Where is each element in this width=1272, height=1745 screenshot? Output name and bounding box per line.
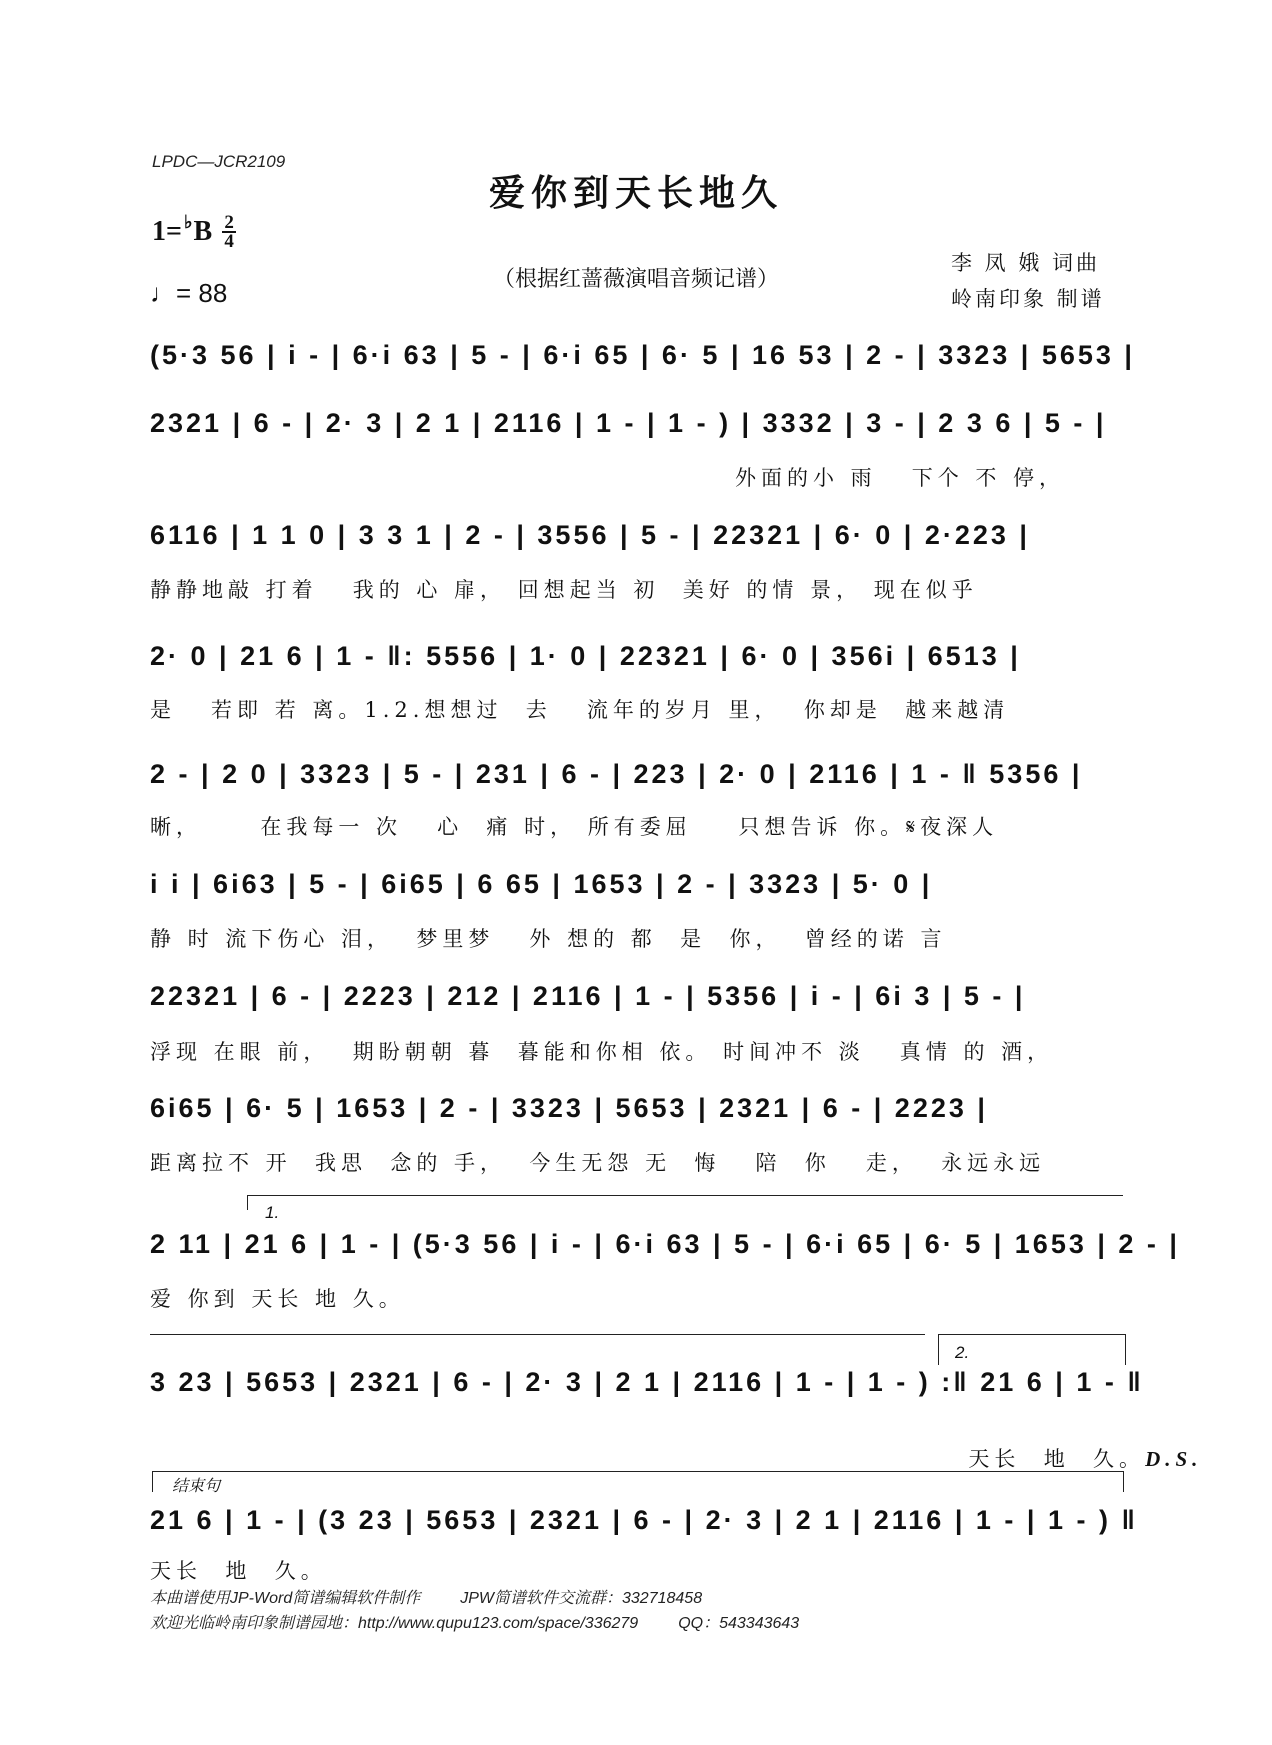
time-sig-bottom: 4	[224, 231, 234, 252]
lyric-row-7: 浮现 在眼 前， 期盼朝朝 暮 暮能和你相 依。 时间冲不 淡 真情 的 酒，	[150, 1040, 1054, 1064]
lyric-row-5: 晰， 在我每一 次 心 痛 时， 所有委屈 只想告诉 你。𝄋夜深人	[150, 815, 999, 839]
volta-1-continuation	[150, 1334, 925, 1349]
score-row-7: 22321 | 6 - | 2223 | 212 | 2116 | 1 - | 5356 | i - | 6i 3 | 5 - |	[150, 981, 1026, 1011]
score-row-5: 2 - | 2 0 | 3323 | 5 - | 231 | 6 - | 223 | 2· 0 | 2116 | 1 - ‖ 5356 |	[150, 759, 1083, 789]
score-code: LPDC—JCR2109	[152, 152, 286, 171]
volta-1-label: 1.	[265, 1203, 280, 1222]
song-title: 爱你到天长地久	[488, 172, 783, 214]
lyricist-composer: 李 凤 娥 词曲	[951, 251, 1101, 275]
lyric-row-8: 距离拉不 开 我思 念的 手， 今生无怨 无 悔 陪 你 走， 永远永远	[150, 1151, 1046, 1175]
qq-info: QQ：543343643	[678, 1615, 800, 1632]
key-note: B	[193, 216, 213, 247]
coda-label: 结束句	[172, 1478, 221, 1495]
key-label: 1=	[152, 216, 182, 247]
footer-line-2	[150, 1610, 799, 1633]
lyric-row-6: 静 时 流下伤心 泪， 梦里梦 外 想的 都 是 你， 曾经的诺 言	[150, 927, 947, 951]
ds-marking: D.S.	[1145, 1447, 1203, 1471]
volta-1-bracket	[247, 1195, 1123, 1210]
key-signature	[152, 212, 236, 252]
lyric-row-4: 是 若即 若 离。1.2.想想过 去 流年的岁月 里， 你却是 越来越清	[150, 698, 1010, 722]
score-row-4: 2· 0 | 21 6 | 1 - ‖: 5556 | 1· 0 | 22321 | 6· 0 | 356i | 6513 |	[150, 641, 1021, 671]
lyric-row-2: 外面的小 雨 下个 不 停，	[735, 466, 1066, 490]
lyric-row-11: 天长 地 久。	[150, 1559, 327, 1583]
score-row-8: 6i65 | 6· 5 | 1653 | 2 - | 3323 | 5653 | 2321 | 6 - | 2223 |	[150, 1093, 988, 1123]
flat-icon: ♭	[183, 212, 193, 232]
coda-bracket	[152, 1471, 1124, 1492]
lyric-row-10-text: 天长 地 久。	[968, 1447, 1146, 1471]
software-credit: 本曲谱使用JP-Word简谱编辑软件制作	[150, 1590, 421, 1607]
score-row-2: 2321 | 6 - | 2· 3 | 2 1 | 2116 | 1 - | 1 - ) | 3332 | 3 - | 2 3 6 | 5 - |	[150, 408, 1107, 438]
arranger: 岭南印象 制谱	[951, 287, 1105, 311]
score-row-11: 21 6 | 1 - | (3 23 | 5653 | 2321 | 6 - | 2· 3 | 2 1 | 2116 | 1 - | 1 - ) ‖	[150, 1505, 1138, 1535]
score-row-1: (5·3 56 | i - | 6·i 63 | 5 - | 6·i 65 | 6· 5 | 16 53 | 2 - | 3323 | 5653 |	[150, 340, 1135, 370]
lyric-row-9: 爱 你到 天长 地 久。	[150, 1287, 405, 1311]
lyric-row-3: 静静地敲 打着 我的 心 扉， 回想起当 初 美好 的情 景， 现在似乎	[150, 578, 978, 602]
website-link[interactable]: 欢迎光临岭南印象制谱园地：http://www.qupu123.com/space/336279	[150, 1615, 639, 1632]
group-info: JPW简谱软件交流群：332718458	[460, 1590, 703, 1607]
tempo-marking: ♩= 88	[150, 278, 228, 308]
time-sig-top: 2	[224, 212, 234, 233]
time-signature	[222, 214, 236, 250]
score-row-3: 6116 | 1 1 0 | 3 3 1 | 2 - | 3556 | 5 - | 22321 | 6· 0 | 2·223 |	[150, 520, 1030, 550]
score-row-6: i i | 6i63 | 5 - | 6i65 | 6 65 | 1653 | 2 - | 3323 | 5· 0 |	[150, 869, 933, 899]
score-row-9: 2 11 | 21 6 | 1 - | (5·3 56 | i - | 6·i 63 | 5 - | 6·i 65 | 6· 5 | 1653 | 2 - |	[150, 1229, 1180, 1259]
subtitle: （根据红蔷薇演唱音频记谱）	[492, 267, 779, 292]
score-row-10: 3 23 | 5653 | 2321 | 6 - | 2· 3 | 2 1 | 2116 | 1 - | 1 - ) :‖ 21 6 | 1 - ‖	[150, 1367, 1144, 1397]
volta-2-label: 2.	[955, 1343, 970, 1362]
lyric-row-10	[945, 1419, 1203, 1473]
footer-line-1	[150, 1585, 702, 1608]
